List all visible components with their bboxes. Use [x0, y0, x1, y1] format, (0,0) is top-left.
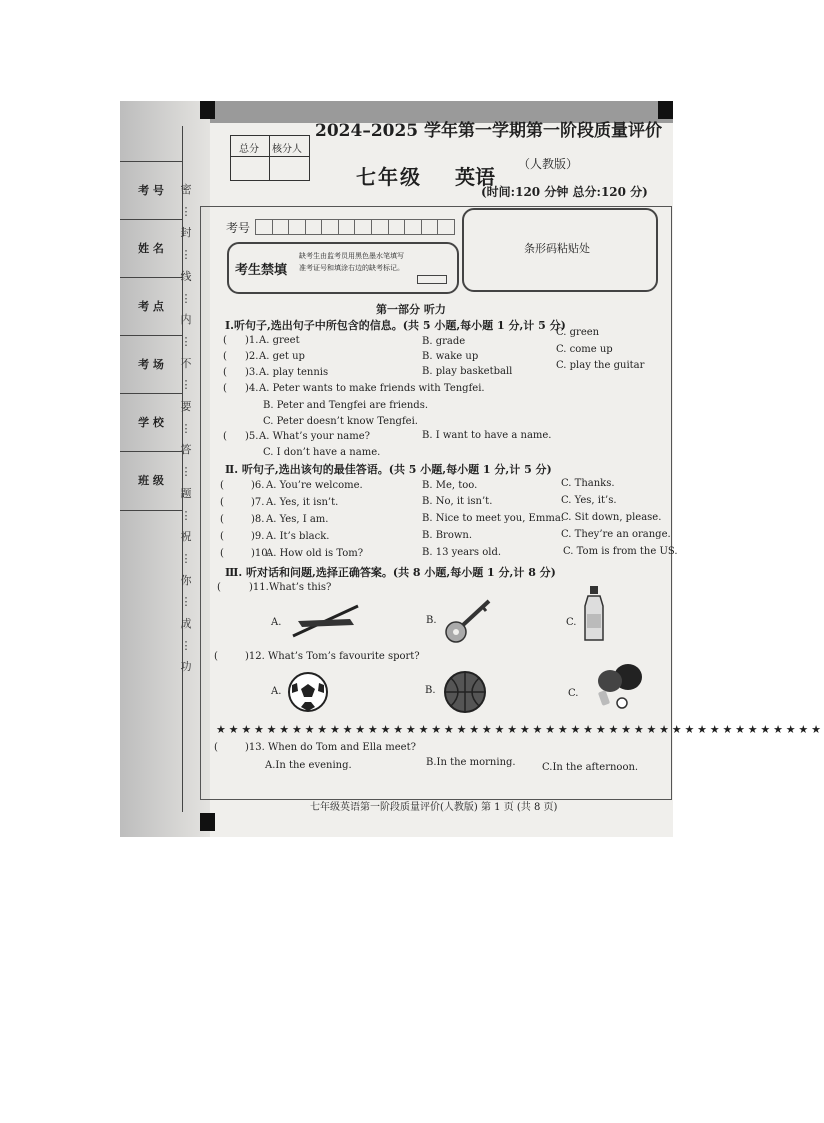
checker-label: 核分人	[272, 144, 302, 155]
basketball-icon	[443, 670, 487, 714]
section3-title: Ⅲ. 听对话和问题,选择正确答案。(共 8 小题,每小题 1 分,计 8 分)	[225, 566, 556, 579]
option-c: C. play the guitar	[556, 360, 645, 371]
exam-number-label: 考 号	[138, 184, 164, 197]
exam-site-label: 考 点	[138, 300, 164, 313]
seal-char: 不	[180, 356, 192, 370]
part-title: 第一部分 听力	[376, 303, 446, 316]
pen-icon	[288, 601, 362, 641]
option-b: B. Me, too.	[422, 480, 478, 491]
option-c: C. Tom is from the US.	[563, 546, 678, 557]
question-text: When do Tom and Ella meet?	[268, 742, 416, 753]
option-c: C. Thanks.	[561, 478, 615, 489]
question-number: )10.	[251, 548, 271, 559]
name-box	[120, 219, 182, 278]
section1-title: Ⅰ.听句子,选出句子中所包含的信息。(共 5 小题,每小题 1 分,计 5 分)	[225, 319, 566, 332]
exam-room-box	[120, 335, 182, 394]
option-a: A. get up	[259, 351, 305, 362]
exam-no-grid[interactable]	[255, 219, 455, 235]
option-b: B. Nice to meet you, Emma.	[422, 513, 564, 524]
bottle-icon	[582, 584, 606, 644]
option-b: B. grade	[422, 336, 466, 347]
school-label: 学 校	[138, 416, 164, 429]
exam-number-box	[120, 161, 182, 220]
seal-char: 要	[180, 400, 192, 414]
option-b: B. I want to have a name.	[422, 430, 552, 441]
answer-paren[interactable]: (	[220, 480, 224, 491]
question-number: )1.	[245, 335, 259, 346]
forbidden-fill-box	[227, 242, 459, 294]
exam-title: 2024–2025 学年第一学期第一阶段质量评价	[315, 121, 663, 141]
key-icon	[442, 596, 494, 646]
option-c: C.In the afternoon.	[542, 762, 639, 773]
question-number: )7.	[251, 497, 265, 508]
answer-paren[interactable]: (	[223, 431, 227, 442]
class-box	[120, 451, 182, 511]
absent-mark-box[interactable]	[417, 275, 447, 284]
divider-stars: ★★★★★★★★★★★★★★★★★★★★★★★★★★★★★★★★★★★★★★★★★★★★★★★★	[216, 723, 824, 736]
answer-paren[interactable]: (	[220, 514, 224, 525]
seal-char: 密	[180, 183, 192, 196]
answer-paren[interactable]: (	[223, 335, 227, 346]
option-b: B. 13 years old.	[422, 547, 502, 558]
option-c: C. Peter doesn’t know Tengfei.	[263, 416, 418, 427]
option-a: A. Yes, I am.	[266, 514, 329, 525]
option-a: A. It’s black.	[266, 531, 330, 542]
option-a: A. How old is Tom?	[266, 548, 364, 559]
barcode-label: 条形码粘贴处	[524, 242, 590, 255]
option-c: C. I don’t have a name.	[263, 447, 381, 458]
score-table	[230, 135, 310, 181]
registration-mark	[200, 813, 215, 831]
school-box	[120, 393, 182, 452]
answer-paren[interactable]: (	[220, 531, 224, 542]
option-c: C. green	[556, 327, 600, 338]
seal-char: 成	[180, 617, 192, 631]
seal-char: 线	[180, 269, 192, 283]
ping-pong-paddle-icon	[592, 659, 644, 711]
registration-mark	[200, 101, 215, 119]
option-b[interactable]: B.	[426, 615, 437, 626]
option-c[interactable]: C.	[568, 688, 579, 699]
answer-paren[interactable]: (	[220, 497, 224, 508]
exam-room-label: 考 场	[138, 358, 164, 371]
question-number: )13.	[245, 742, 265, 753]
grade-label: 七年级	[356, 165, 422, 189]
forbid-label: 考生禁填	[235, 263, 288, 278]
seal-line-text: 密 ⋮ 封 ⋮ 线 ⋮ 内 ⋮ 不 ⋮ 要 ⋮ 答 ⋮ 题 ⋮ 祝 ⋮ 你 ⋮ 成 ⋮ 功	[177, 179, 195, 678]
option-a: A. What’s your name?	[259, 431, 371, 442]
subject-label: 英语	[455, 165, 495, 189]
answer-paren[interactable]: (	[214, 651, 218, 662]
answer-paren[interactable]: (	[223, 367, 227, 378]
option-c[interactable]: C.	[566, 617, 577, 628]
option-b: B. play basketball	[422, 366, 513, 377]
class-label: 班 级	[138, 474, 164, 487]
option-b: B.In the morning.	[426, 757, 516, 768]
option-c: C. Yes, it’s.	[561, 495, 617, 506]
option-a: A. Yes, it isn’t.	[266, 497, 339, 508]
seal-char: 封	[180, 226, 192, 240]
answer-paren[interactable]: (	[214, 742, 218, 753]
exam-no-label: 考号	[226, 221, 251, 235]
option-c: C. Sit down, please.	[561, 512, 662, 523]
question-number: )3.	[245, 367, 259, 378]
seal-char: 祝	[180, 530, 192, 544]
answer-paren[interactable]: (	[220, 548, 224, 559]
option-a[interactable]: A.	[271, 686, 282, 697]
option-a: A.In the evening.	[265, 760, 352, 771]
question-number: )8.	[251, 514, 265, 525]
option-b: B. Peter and Tengfei are friends.	[263, 400, 429, 411]
exam-site-box	[120, 277, 182, 336]
seal-char: 内	[180, 313, 192, 327]
question-text: What’s this?	[269, 582, 332, 593]
option-a: A. You’re welcome.	[266, 480, 363, 491]
answer-paren[interactable]: (	[223, 383, 227, 394]
answer-paren[interactable]: (	[217, 582, 221, 593]
option-b: B. Brown.	[422, 530, 473, 541]
barcode-area	[462, 208, 658, 292]
time-score-info: (时间:120 分钟 总分:120 分)	[481, 185, 648, 199]
edition-label: （人教版）	[518, 157, 579, 171]
question-number: )6.	[251, 480, 265, 491]
option-b: B. No, it isn’t.	[422, 496, 493, 507]
option-c: C. They’re an orange.	[561, 529, 671, 540]
page-footer: 七年级英语第一阶段质量评价(人教版) 第 1 页 (共 8 页)	[310, 802, 558, 813]
question-number: )9.	[251, 531, 265, 542]
option-a[interactable]: A.	[271, 617, 282, 628]
option-b[interactable]: B.	[425, 685, 436, 696]
option-c: C. come up	[556, 344, 613, 355]
question-number: )11.	[249, 582, 269, 593]
section2-title: Ⅱ. 听句子,选出该句的最佳答语。(共 5 小题,每小题 1 分,计 5 分)	[225, 463, 552, 476]
seal-char: 你	[180, 573, 192, 587]
question-text: What’s Tom’s favourite sport?	[268, 651, 420, 662]
question-number: )12.	[245, 651, 265, 662]
exam-paper-photo	[120, 101, 824, 837]
soccer-ball-icon	[287, 671, 329, 713]
forbid-note: 缺考生由监考员用黑色墨水笔填写准考证号和填涂右边的缺考标记。	[299, 252, 404, 272]
question-number: )4.	[245, 383, 259, 394]
option-a: A. greet	[259, 335, 300, 346]
student-info-panel	[120, 126, 183, 812]
question-number: )2.	[245, 351, 259, 362]
answer-paren[interactable]: (	[223, 351, 227, 362]
option-a: A. Peter wants to make friends with Tengfei.	[259, 383, 485, 394]
total-score-label: 总分	[239, 144, 259, 155]
name-label: 姓 名	[138, 242, 164, 255]
option-a: A. play tennis	[259, 367, 329, 378]
seal-char: 功	[180, 660, 192, 674]
question-number: )5.	[245, 431, 259, 442]
seal-char: 题	[180, 486, 192, 500]
option-b: B. wake up	[422, 351, 479, 362]
seal-char: 答	[180, 443, 192, 457]
